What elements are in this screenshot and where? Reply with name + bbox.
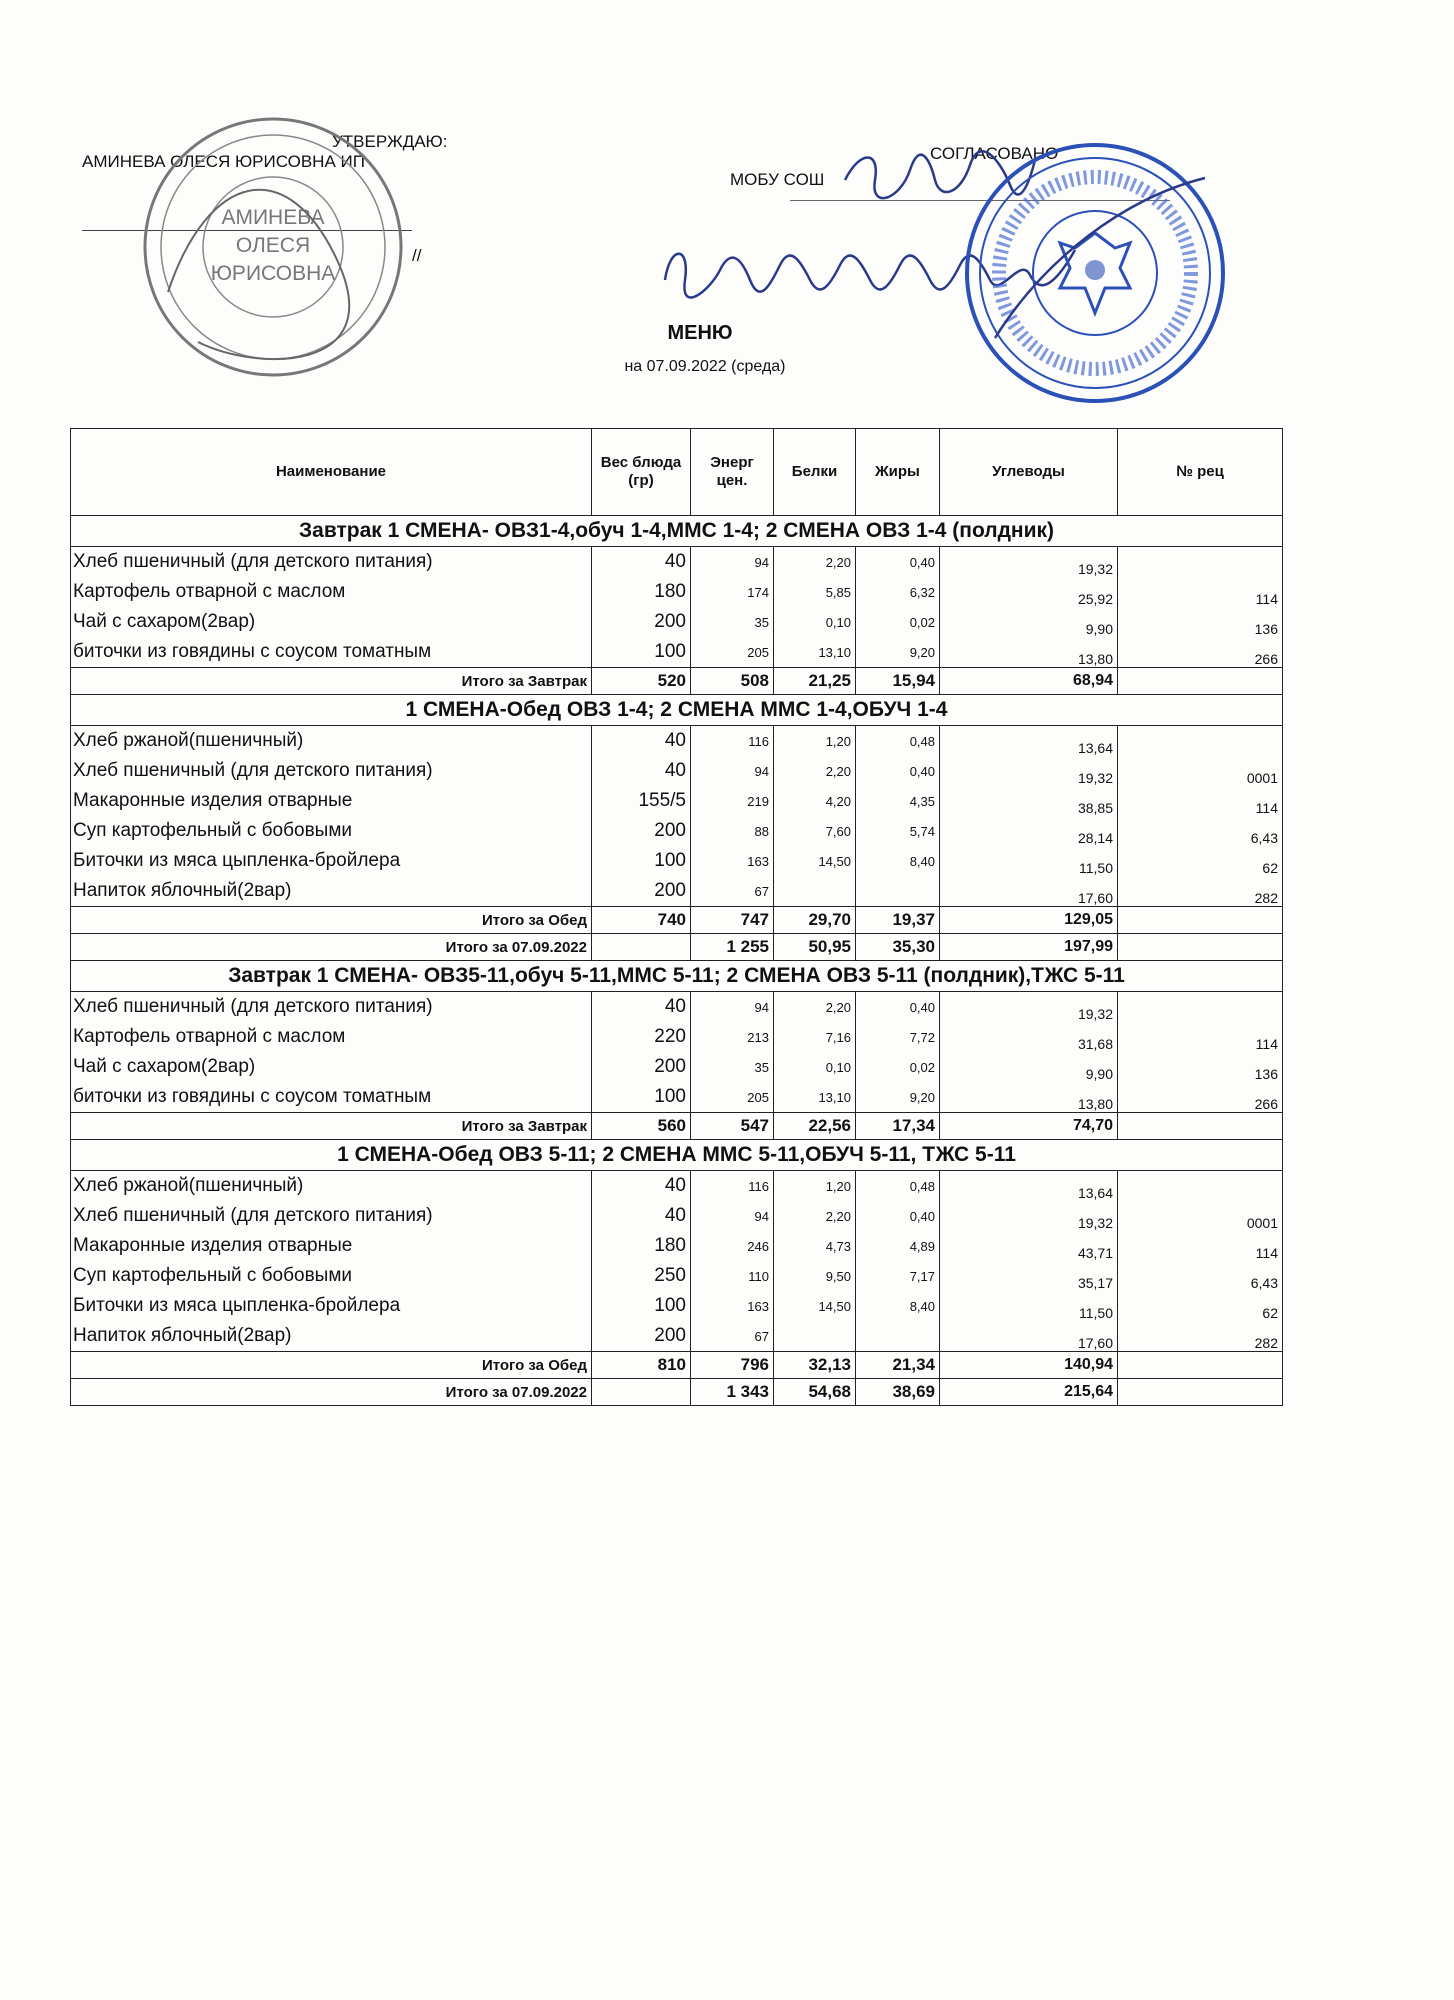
dish-fat: 4,89 [856, 1231, 940, 1261]
dish-fat: 9,20 [856, 637, 940, 668]
dish-name: Картофель отварной с маслом [71, 1022, 592, 1052]
dish-carbs: 25,92 [940, 577, 1118, 607]
table-row [71, 1082, 1283, 1113]
total-recipe [1118, 1113, 1283, 1140]
dish-protein: 5,85 [774, 577, 856, 607]
seal-stamp-right [955, 138, 1235, 408]
total-fat: 15,94 [856, 668, 940, 695]
dish-weight: 200 [592, 607, 691, 637]
table-row [71, 846, 1283, 876]
dish-name: Хлеб пшеничный (для детского питания) [71, 756, 592, 786]
dish-recipe: 136 [1118, 607, 1283, 637]
total-fat: 19,37 [856, 907, 940, 934]
dish-recipe [1118, 726, 1283, 757]
dish-recipe: 62 [1118, 1291, 1283, 1321]
dish-recipe: 6,43 [1118, 816, 1283, 846]
total-row [71, 1352, 1283, 1379]
dish-fat: 5,74 [856, 816, 940, 846]
table-row [71, 1231, 1283, 1261]
dish-name: Макаронные изделия отварные [71, 1231, 592, 1261]
dish-weight: 100 [592, 1291, 691, 1321]
dish-weight: 200 [592, 1321, 691, 1352]
dish-weight: 100 [592, 846, 691, 876]
dish-energy: 116 [691, 726, 774, 757]
dish-energy: 110 [691, 1261, 774, 1291]
total-energy: 747 [691, 907, 774, 934]
document-title: МЕНЮ [667, 322, 733, 344]
table-row [71, 786, 1283, 816]
dish-weight: 100 [592, 1082, 691, 1113]
dish-carbs: 19,32 [940, 547, 1118, 578]
dish-recipe: 136 [1118, 1052, 1283, 1082]
total-recipe [1118, 1379, 1283, 1406]
dish-energy: 67 [691, 1321, 774, 1352]
dish-weight: 40 [592, 726, 691, 757]
dish-recipe: 114 [1118, 577, 1283, 607]
table-row [71, 1321, 1283, 1352]
dish-carbs: 19,32 [940, 992, 1118, 1023]
total-row [71, 1113, 1283, 1140]
table-row [71, 1171, 1283, 1202]
dish-weight: 40 [592, 547, 691, 578]
dish-name: Картофель отварной с маслом [71, 577, 592, 607]
dish-recipe [1118, 992, 1283, 1023]
dish-energy: 219 [691, 786, 774, 816]
table-row [71, 876, 1283, 907]
total-row [71, 907, 1283, 934]
dish-weight: 200 [592, 816, 691, 846]
dish-weight: 40 [592, 1171, 691, 1202]
seal-stamp-left [138, 112, 408, 382]
dish-fat: 6,32 [856, 577, 940, 607]
dish-name: Чай с сахаром(2вар) [71, 607, 592, 637]
dish-weight: 155/5 [592, 786, 691, 816]
dish-energy: 88 [691, 816, 774, 846]
document-date: на 07.09.2022 (среда) [624, 358, 786, 375]
total-recipe [1118, 1352, 1283, 1379]
total-recipe [1118, 668, 1283, 695]
dish-carbs: 19,32 [940, 756, 1118, 786]
dish-recipe: 114 [1118, 786, 1283, 816]
dish-name: биточки из говядины с соусом томатным [71, 637, 592, 668]
dish-weight: 40 [592, 992, 691, 1023]
svg-text:ЮРИСОВНА: ЮРИСОВНА [210, 262, 336, 285]
dish-carbs: 13,80 [940, 637, 1118, 668]
total-recipe [1118, 907, 1283, 934]
dish-fat: 9,20 [856, 1082, 940, 1113]
total-energy: 547 [691, 1113, 774, 1140]
dish-carbs: 35,17 [940, 1261, 1118, 1291]
total-label: Итого за Завтрак [71, 668, 592, 695]
dish-name: Биточки из мяса цыпленка-бройлера [71, 1291, 592, 1321]
dish-protein: 14,50 [774, 846, 856, 876]
total-carbs: 68,94 [940, 668, 1118, 695]
table-row [71, 637, 1283, 668]
total-row [71, 1379, 1283, 1406]
total-carbs: 129,05 [940, 907, 1118, 934]
dish-recipe [1118, 1171, 1283, 1202]
dish-recipe: 0001 [1118, 756, 1283, 786]
total-recipe [1118, 934, 1283, 961]
dish-energy: 94 [691, 756, 774, 786]
total-fat: 38,69 [856, 1379, 940, 1406]
dish-energy: 94 [691, 547, 774, 578]
total-label: Итого за 07.09.2022 [71, 1379, 592, 1406]
dish-weight: 200 [592, 1052, 691, 1082]
table-header-row [71, 429, 1283, 516]
dish-protein: 2,20 [774, 992, 856, 1023]
dish-recipe: 282 [1118, 1321, 1283, 1352]
dish-energy: 246 [691, 1231, 774, 1261]
total-energy: 1 255 [691, 934, 774, 961]
dish-protein: 7,16 [774, 1022, 856, 1052]
dish-energy: 174 [691, 577, 774, 607]
total-label: Итого за Обед [71, 907, 592, 934]
dish-protein: 9,50 [774, 1261, 856, 1291]
dish-fat: 8,40 [856, 1291, 940, 1321]
total-fat: 35,30 [856, 934, 940, 961]
dish-name: биточки из говядины с соусом томатным [71, 1082, 592, 1113]
dish-name: Хлеб ржаной(пшеничный) [71, 1171, 592, 1202]
table-row [71, 1052, 1283, 1082]
dish-weight: 180 [592, 1231, 691, 1261]
total-weight: 810 [592, 1352, 691, 1379]
dish-protein: 14,50 [774, 1291, 856, 1321]
dish-name: Суп картофельный с бобовыми [71, 816, 592, 846]
dish-recipe: 6,43 [1118, 1261, 1283, 1291]
total-energy: 1 343 [691, 1379, 774, 1406]
dish-recipe: 62 [1118, 846, 1283, 876]
dish-name: Биточки из мяса цыпленка-бройлера [71, 846, 592, 876]
dish-fat: 8,40 [856, 846, 940, 876]
dish-name: Хлеб пшеничный (для детского питания) [71, 992, 592, 1023]
total-weight: 560 [592, 1113, 691, 1140]
dish-protein: 1,20 [774, 726, 856, 757]
dish-fat [856, 876, 940, 907]
dish-carbs: 11,50 [940, 846, 1118, 876]
dish-energy: 94 [691, 1201, 774, 1231]
dish-weight: 40 [592, 756, 691, 786]
total-label: Итого за 07.09.2022 [71, 934, 592, 961]
dish-carbs: 17,60 [940, 1321, 1118, 1352]
menu-table [70, 428, 1283, 1406]
total-row [71, 934, 1283, 961]
dish-carbs: 13,80 [940, 1082, 1118, 1113]
table-row [71, 992, 1283, 1023]
section-title: 1 СМЕНА-Обед ОВЗ 5-11; 2 СМЕНА ММС 5-11,ОБУЧ 5-11, ТЖС 5-11 [71, 1140, 1283, 1171]
dish-protein: 4,73 [774, 1231, 856, 1261]
dish-name: Хлеб ржаной(пшеничный) [71, 726, 592, 757]
total-row [71, 668, 1283, 695]
total-label: Итого за Обед [71, 1352, 592, 1379]
table-row [71, 726, 1283, 757]
dish-name: Чай с сахаром(2вар) [71, 1052, 592, 1082]
dish-fat: 4,35 [856, 786, 940, 816]
dish-protein: 7,60 [774, 816, 856, 846]
col-fat: Жиры [856, 429, 940, 516]
dish-protein: 2,20 [774, 547, 856, 578]
dish-carbs: 9,90 [940, 607, 1118, 637]
approve-person: АМИНЕВА ОЛЕСЯ ЮРИСОВНА ИП [82, 152, 365, 171]
dish-protein [774, 1321, 856, 1352]
total-fat: 17,34 [856, 1113, 940, 1140]
table-row [71, 547, 1283, 578]
dish-weight: 100 [592, 637, 691, 668]
dish-fat: 0,02 [856, 607, 940, 637]
total-weight: 520 [592, 668, 691, 695]
dish-weight: 200 [592, 876, 691, 907]
dish-name: Макаронные изделия отварные [71, 786, 592, 816]
dish-fat: 7,72 [856, 1022, 940, 1052]
col-recipe: № рец [1118, 429, 1283, 516]
dish-name: Хлеб пшеничный (для детского питания) [71, 1201, 592, 1231]
total-protein: 21,25 [774, 668, 856, 695]
dish-carbs: 28,14 [940, 816, 1118, 846]
total-protein: 50,95 [774, 934, 856, 961]
dish-recipe: 282 [1118, 876, 1283, 907]
agree-org: МОБУ СОШ [730, 170, 825, 189]
section-header-row [71, 961, 1283, 992]
dish-name: Суп картофельный с бобовыми [71, 1261, 592, 1291]
total-protein: 22,56 [774, 1113, 856, 1140]
dish-carbs: 13,64 [940, 1171, 1118, 1202]
dish-energy: 94 [691, 992, 774, 1023]
section-title: Завтрак 1 СМЕНА- ОВЗ1-4,обуч 1-4,ММС 1-4; 2 СМЕНА ОВЗ 1-4 (полдник) [71, 516, 1283, 547]
agree-title: СОГЛАСОВАНО [930, 144, 1059, 163]
dish-energy: 163 [691, 846, 774, 876]
dish-recipe: 114 [1118, 1231, 1283, 1261]
dish-fat: 0,48 [856, 726, 940, 757]
dish-fat: 0,40 [856, 547, 940, 578]
dish-weight: 40 [592, 1201, 691, 1231]
dish-energy: 205 [691, 1082, 774, 1113]
dish-fat: 0,48 [856, 1171, 940, 1202]
dish-weight: 250 [592, 1261, 691, 1291]
total-carbs: 140,94 [940, 1352, 1118, 1379]
table-row [71, 577, 1283, 607]
dish-protein: 1,20 [774, 1171, 856, 1202]
dish-carbs: 9,90 [940, 1052, 1118, 1082]
section-title: Завтрак 1 СМЕНА- ОВЗ5-11,обуч 5-11,ММС 5-11; 2 СМЕНА ОВЗ 5-11 (полдник),ТЖС 5-11 [71, 961, 1283, 992]
col-energy: Энерг цен. [691, 429, 774, 516]
dish-weight: 220 [592, 1022, 691, 1052]
table-row [71, 1022, 1283, 1052]
total-fat: 21,34 [856, 1352, 940, 1379]
total-protein: 54,68 [774, 1379, 856, 1406]
dish-fat: 7,17 [856, 1261, 940, 1291]
svg-text:ОЛЕСЯ: ОЛЕСЯ [235, 234, 311, 257]
dish-fat: 0,40 [856, 1201, 940, 1231]
dish-carbs: 17,60 [940, 876, 1118, 907]
dish-carbs: 13,64 [940, 726, 1118, 757]
total-carbs: 215,64 [940, 1379, 1118, 1406]
dish-fat [856, 1321, 940, 1352]
total-weight [592, 1379, 691, 1406]
dish-recipe: 266 [1118, 1082, 1283, 1113]
section-header-row [71, 516, 1283, 547]
dish-energy: 35 [691, 1052, 774, 1082]
table-row [71, 1291, 1283, 1321]
dish-carbs: 19,32 [940, 1201, 1118, 1231]
total-label: Итого за Завтрак [71, 1113, 592, 1140]
dish-energy: 116 [691, 1171, 774, 1202]
svg-text:АМИНЕВА: АМИНЕВА [221, 206, 325, 229]
dish-fat: 0,02 [856, 1052, 940, 1082]
section-header-row [71, 695, 1283, 726]
approve-title: УТВЕРЖДАЮ: [332, 132, 448, 151]
dish-carbs: 11,50 [940, 1291, 1118, 1321]
dish-energy: 205 [691, 637, 774, 668]
dish-carbs: 31,68 [940, 1022, 1118, 1052]
dish-protein [774, 876, 856, 907]
dish-name: Напиток яблочный(2вар) [71, 876, 592, 907]
dish-recipe: 114 [1118, 1022, 1283, 1052]
dish-recipe [1118, 547, 1283, 578]
dish-protein: 2,20 [774, 756, 856, 786]
total-energy: 796 [691, 1352, 774, 1379]
section-header-row [71, 1140, 1283, 1171]
total-protein: 29,70 [774, 907, 856, 934]
dish-fat: 0,40 [856, 992, 940, 1023]
dish-carbs: 43,71 [940, 1231, 1118, 1261]
col-carbs: Углеводы [940, 429, 1118, 516]
col-weight: Вес блюда (гр) [592, 429, 691, 516]
dish-energy: 163 [691, 1291, 774, 1321]
dish-recipe: 0001 [1118, 1201, 1283, 1231]
dish-protein: 2,20 [774, 1201, 856, 1231]
table-row [71, 756, 1283, 786]
dish-carbs: 38,85 [940, 786, 1118, 816]
dish-name: Напиток яблочный(2вар) [71, 1321, 592, 1352]
dish-protein: 4,20 [774, 786, 856, 816]
dish-protein: 0,10 [774, 1052, 856, 1082]
dish-energy: 35 [691, 607, 774, 637]
dish-fat: 0,40 [856, 756, 940, 786]
total-energy: 508 [691, 668, 774, 695]
table-row [71, 607, 1283, 637]
dish-weight: 180 [592, 577, 691, 607]
dish-protein: 13,10 [774, 1082, 856, 1113]
col-name: Наименование [71, 429, 592, 516]
table-row [71, 1201, 1283, 1231]
section-title: 1 СМЕНА-Обед ОВЗ 1-4; 2 СМЕНА ММС 1-4,ОБУЧ 1-4 [71, 695, 1283, 726]
table-row [71, 1261, 1283, 1291]
dish-energy: 213 [691, 1022, 774, 1052]
total-protein: 32,13 [774, 1352, 856, 1379]
dish-name: Хлеб пшеничный (для детского питания) [71, 547, 592, 578]
dish-energy: 67 [691, 876, 774, 907]
total-weight [592, 934, 691, 961]
dish-recipe: 266 [1118, 637, 1283, 668]
approve-slash: // [412, 246, 422, 265]
dish-protein: 13,10 [774, 637, 856, 668]
total-weight: 740 [592, 907, 691, 934]
table-row [71, 816, 1283, 846]
dish-protein: 0,10 [774, 607, 856, 637]
col-protein: Белки [774, 429, 856, 516]
total-carbs: 197,99 [940, 934, 1118, 961]
total-carbs: 74,70 [940, 1113, 1118, 1140]
